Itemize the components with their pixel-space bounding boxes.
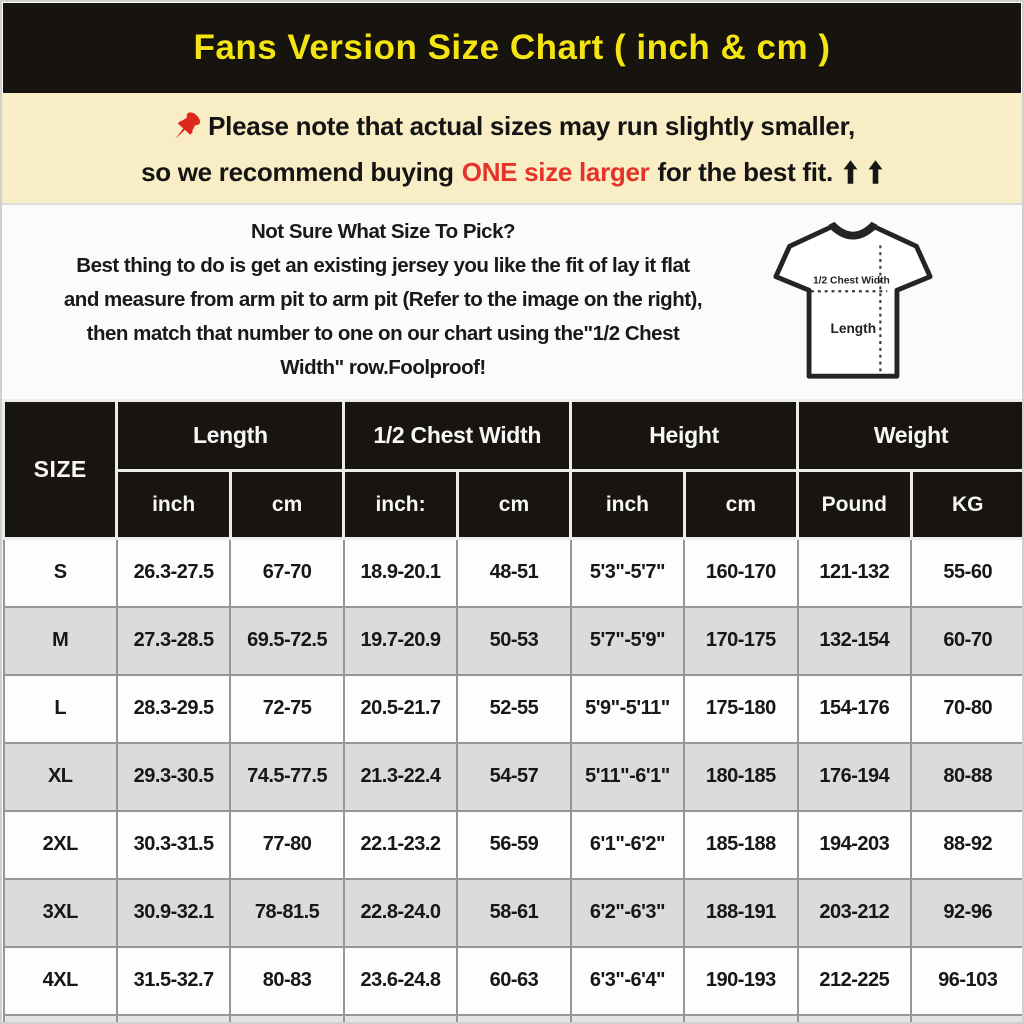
table-cell xyxy=(911,1015,1022,1023)
table-cell: 67-70 xyxy=(230,539,343,607)
col-header-size: SIZE xyxy=(4,401,117,539)
notice-highlight: ONE size larger xyxy=(461,156,650,187)
table-cell: 190-193 xyxy=(684,947,797,1015)
col-header-chest-cm: cm xyxy=(457,471,570,539)
table-cell: 70-80 xyxy=(911,675,1022,743)
instructions-text xyxy=(2,219,764,380)
table-cell: 22.1-23.2 xyxy=(344,811,457,879)
table-row-s xyxy=(4,539,1023,607)
table-cell: 5'9"-5'11" xyxy=(571,675,684,743)
table-cell: 60-70 xyxy=(911,607,1022,675)
notice-text-2a: so we recommend buying xyxy=(141,156,454,187)
table-cell: 185-188 xyxy=(684,811,797,879)
col-header-height-cm: cm xyxy=(684,471,797,539)
table-cell: 48-51 xyxy=(457,539,570,607)
col-header-length-inch: inch xyxy=(117,471,230,539)
table-cell: 180-185 xyxy=(684,743,797,811)
table-cell xyxy=(571,1015,684,1023)
instructions-line-1: Not Sure What Size To Pick? xyxy=(250,220,516,243)
pushpin-icon xyxy=(169,109,205,145)
instructions-line-2: Best thing to do is get an existing jersey you like the fit of lay it flat xyxy=(76,254,690,277)
table-cell: 154-176 xyxy=(798,675,911,743)
notice-line-2 xyxy=(141,157,883,188)
table-cell: 23.6-24.8 xyxy=(344,947,457,1015)
table-cell: 176-194 xyxy=(798,743,911,811)
up-arrow-icon xyxy=(843,160,858,184)
instructions-line-4: then match that number to one on our chart using the"1/2 Chest xyxy=(86,322,680,345)
instructions-line-5: Width" row.Foolproof! xyxy=(280,356,486,379)
table-cell: 54-57 xyxy=(457,743,570,811)
table-cell: 56-59 xyxy=(457,811,570,879)
table-cell: 31.5-32.7 xyxy=(117,947,230,1015)
table-cell: 30.9-32.1 xyxy=(117,879,230,947)
table-cell: 77-80 xyxy=(230,811,343,879)
col-header-weight: Weight xyxy=(798,401,1022,471)
table-header-sub-row xyxy=(4,471,1023,539)
instructions-line-3: and measure from arm pit to arm pit (Refer to the image on the right), xyxy=(63,288,703,311)
table-cell: 50-53 xyxy=(457,607,570,675)
table-cell: 55-60 xyxy=(911,539,1022,607)
table-cell: 5'3"-5'7" xyxy=(571,539,684,607)
table-cell: 69.5-72.5 xyxy=(230,607,343,675)
title-banner xyxy=(3,3,1021,93)
notice-line-1 xyxy=(169,109,855,145)
tshirt-diagram xyxy=(770,214,936,390)
col-header-height-inch: inch xyxy=(571,471,684,539)
size-cell: M xyxy=(4,607,117,675)
table-cell: 58-61 xyxy=(457,879,570,947)
table-cell: 6'3"-6'4" xyxy=(571,947,684,1015)
table-cell: 6'1"-6'2" xyxy=(571,811,684,879)
size-cell: 2XL xyxy=(4,811,117,879)
tshirt-outline-icon xyxy=(770,214,936,390)
col-header-height: Height xyxy=(571,401,798,471)
table-row-xl xyxy=(4,743,1023,811)
col-header-length-cm: cm xyxy=(230,471,343,539)
table-row-partial xyxy=(4,1015,1023,1023)
table-cell: 60-63 xyxy=(457,947,570,1015)
table-cell xyxy=(798,1015,911,1023)
table-cell: 88-92 xyxy=(911,811,1022,879)
table-cell: 96-103 xyxy=(911,947,1022,1015)
table-cell: 21.3-22.4 xyxy=(344,743,457,811)
table-row-m xyxy=(4,607,1023,675)
table-cell: 80-88 xyxy=(911,743,1022,811)
col-header-length: Length xyxy=(117,401,344,471)
table-cell: 28.3-29.5 xyxy=(117,675,230,743)
size-cell: S xyxy=(4,539,117,607)
length-label: Length xyxy=(830,321,877,337)
notice-panel xyxy=(2,93,1022,205)
instructions-panel xyxy=(2,205,1022,399)
size-cell: 4XL xyxy=(4,947,117,1015)
table-cell: 20.5-21.7 xyxy=(344,675,457,743)
notice-text-1: Please note that actual sizes may run slightly smaller, xyxy=(208,111,855,141)
table-cell: 203-212 xyxy=(798,879,911,947)
table-cell: 5'7"-5'9" xyxy=(571,607,684,675)
table-cell: 19.7-20.9 xyxy=(344,607,457,675)
table-cell: 26.3-27.5 xyxy=(117,539,230,607)
chest-width-label: 1/2 Chest Width xyxy=(812,275,890,287)
table-cell: 121-132 xyxy=(798,539,911,607)
size-table-section xyxy=(2,399,1022,1022)
table-cell: 188-191 xyxy=(684,879,797,947)
table-cell xyxy=(344,1015,457,1023)
table-cell: 170-175 xyxy=(684,607,797,675)
table-cell: 72-75 xyxy=(230,675,343,743)
table-cell: 78-81.5 xyxy=(230,879,343,947)
table-cell: 52-55 xyxy=(457,675,570,743)
table-cell xyxy=(117,1015,230,1023)
size-cell: XL xyxy=(4,743,117,811)
page-title: Fans Version Size Chart ( inch & cm ) xyxy=(193,28,831,67)
col-header-chest-inch: inch: xyxy=(344,471,457,539)
table-cell: 30.3-31.5 xyxy=(117,811,230,879)
table-cell: 27.3-28.5 xyxy=(117,607,230,675)
table-cell xyxy=(4,1015,117,1023)
table-row-2xl xyxy=(4,811,1023,879)
size-table xyxy=(2,399,1022,1022)
table-cell xyxy=(684,1015,797,1023)
table-cell: 132-154 xyxy=(798,607,911,675)
table-cell: 6'2"-6'3" xyxy=(571,879,684,947)
size-cell: 3XL xyxy=(4,879,117,947)
table-cell: 74.5-77.5 xyxy=(230,743,343,811)
table-cell: 5'11"-6'1" xyxy=(571,743,684,811)
col-header-chest-width: 1/2 Chest Width xyxy=(344,401,571,471)
table-header-group-row xyxy=(4,401,1023,471)
table-cell: 212-225 xyxy=(798,947,911,1015)
table-row-4xl xyxy=(4,947,1023,1015)
table-cell: 80-83 xyxy=(230,947,343,1015)
table-cell: 18.9-20.1 xyxy=(344,539,457,607)
table-row-3xl xyxy=(4,879,1023,947)
notice-text-2b: for the best fit. xyxy=(657,156,833,187)
table-cell: 175-180 xyxy=(684,675,797,743)
col-header-weight-pound: Pound xyxy=(798,471,911,539)
table-cell xyxy=(230,1015,343,1023)
size-cell: L xyxy=(4,675,117,743)
table-cell: 29.3-30.5 xyxy=(117,743,230,811)
table-cell: 160-170 xyxy=(684,539,797,607)
table-row-l xyxy=(4,675,1023,743)
col-header-weight-kg: KG xyxy=(911,471,1022,539)
table-cell: 92-96 xyxy=(911,879,1022,947)
table-cell xyxy=(457,1015,570,1023)
table-cell: 22.8-24.0 xyxy=(344,879,457,947)
up-arrow-icon xyxy=(868,160,883,184)
table-cell: 194-203 xyxy=(798,811,911,879)
